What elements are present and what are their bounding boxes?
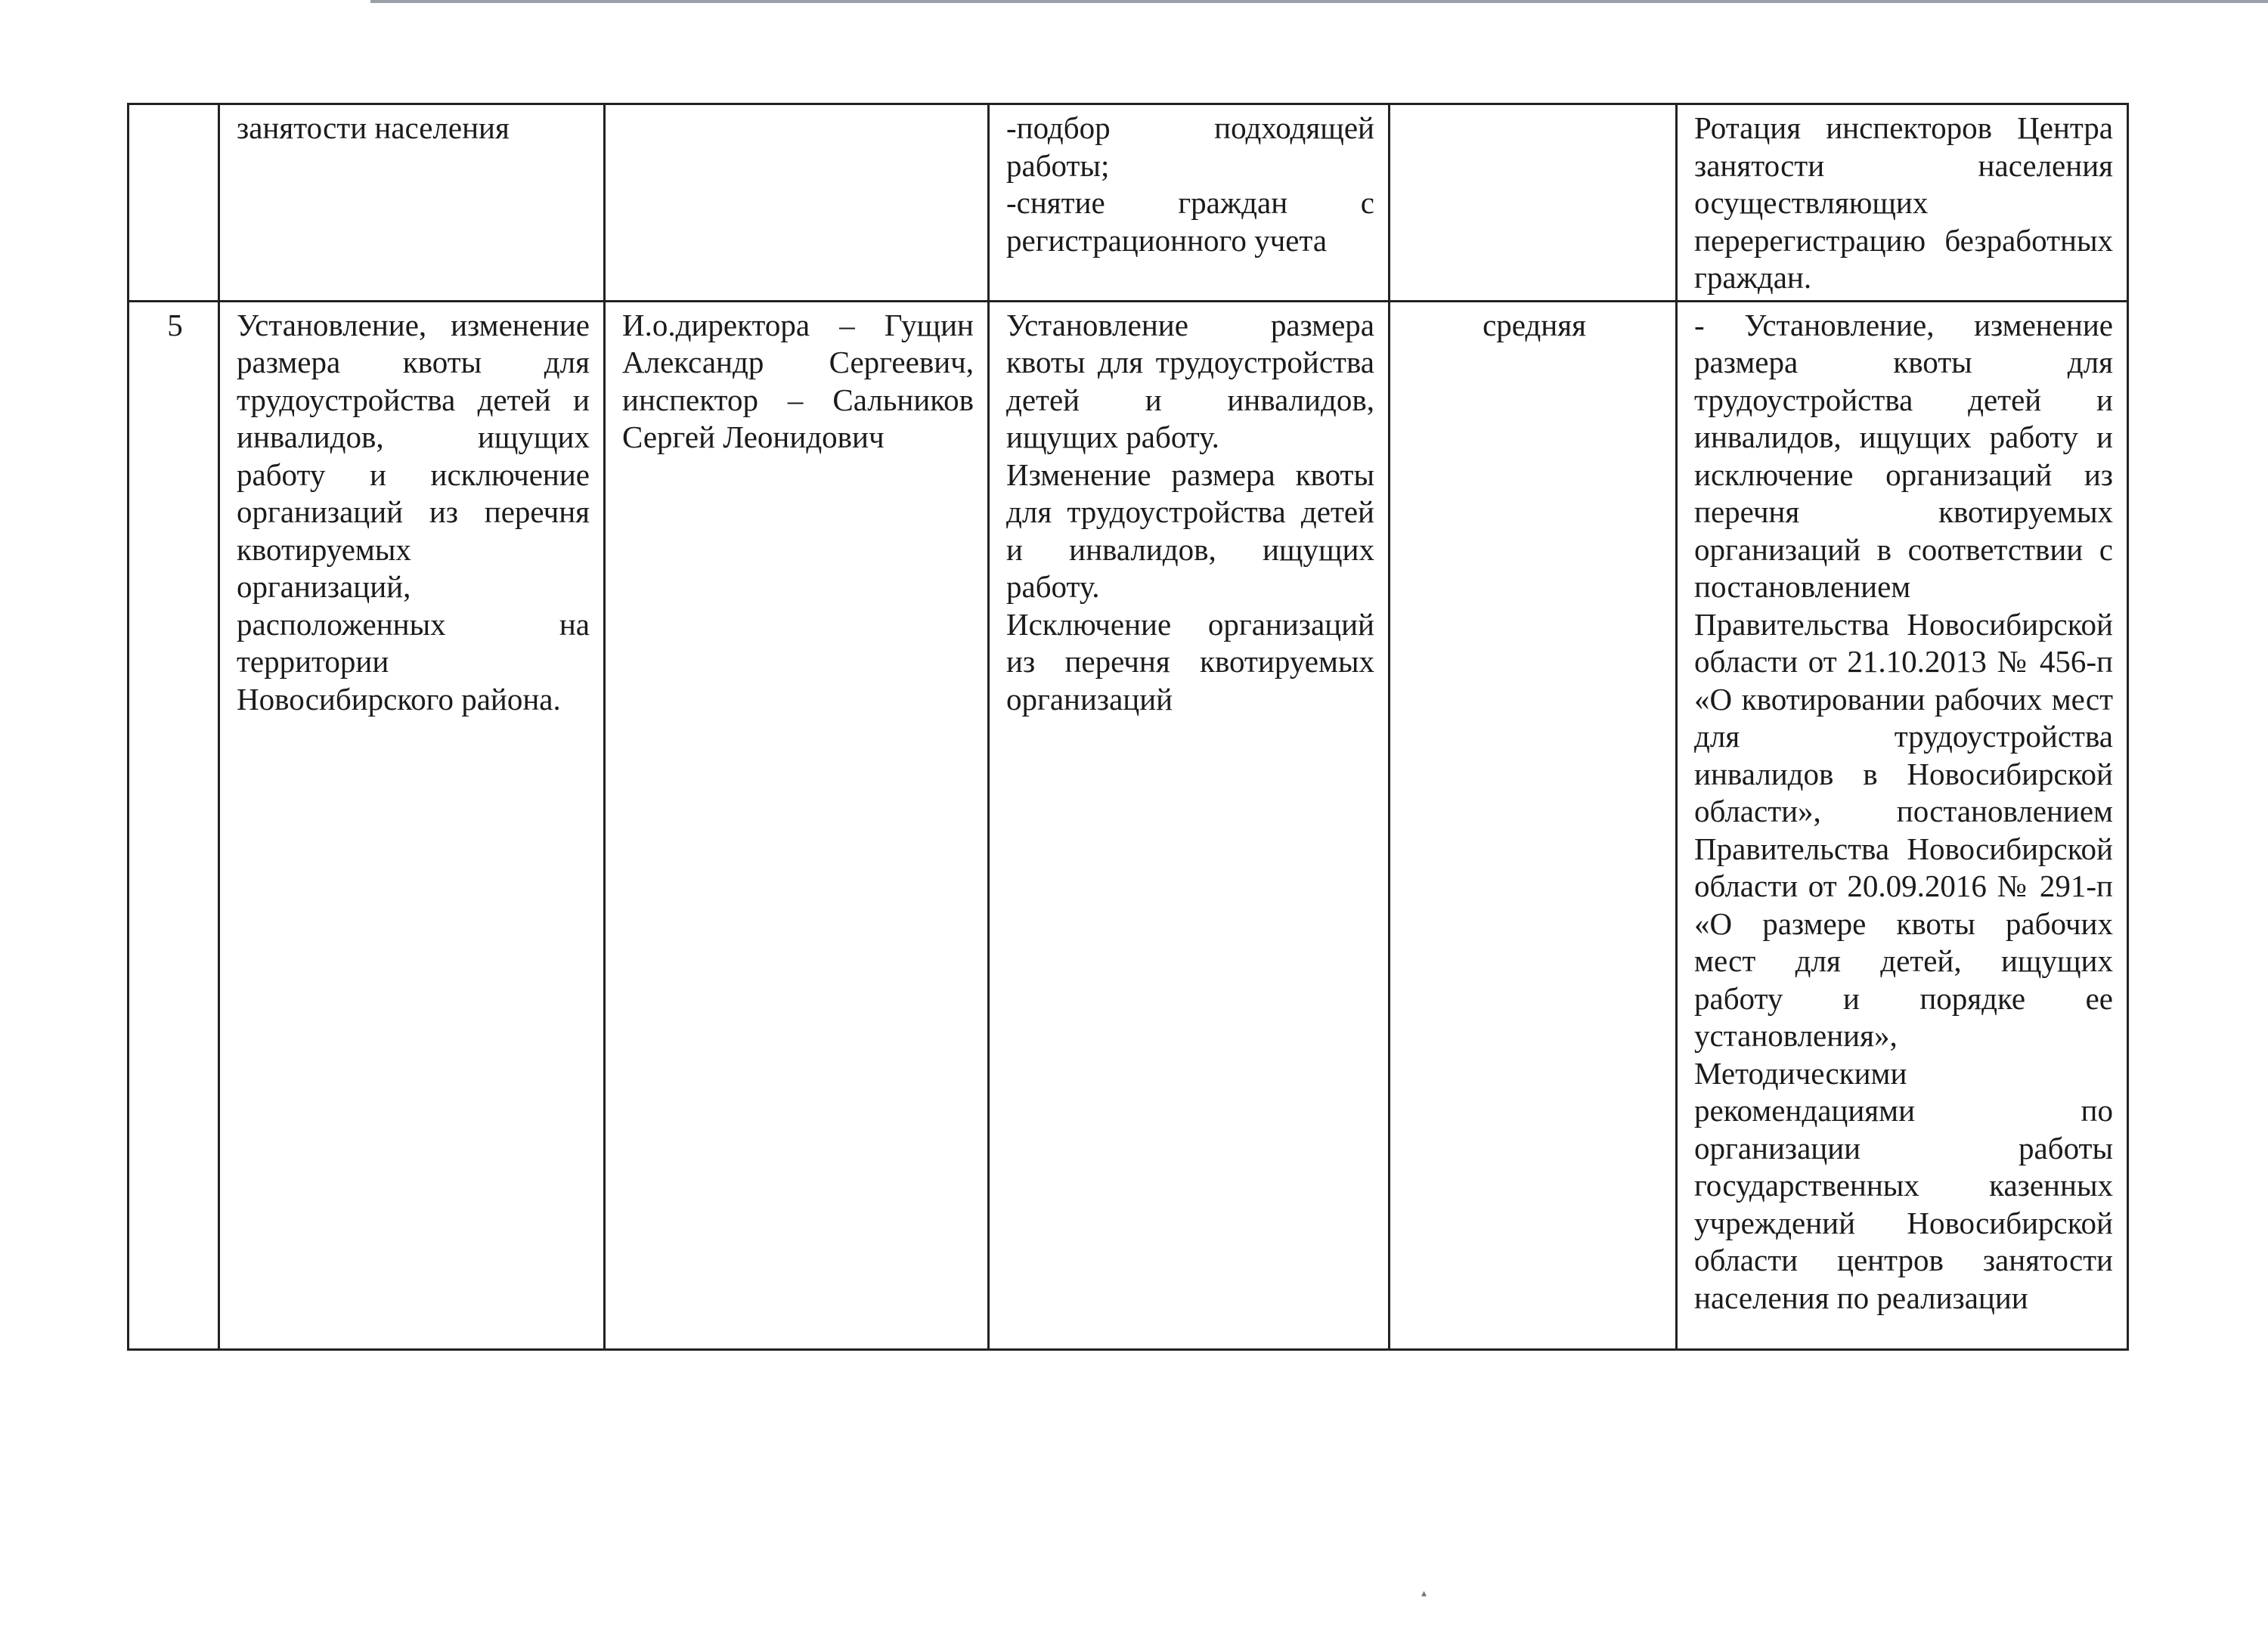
cell-risk — [1390, 104, 1677, 302]
cell-number — [129, 104, 219, 302]
action-item: Исключение организаций из перечня квотируемых организаций — [1006, 606, 1374, 717]
cell-responsible — [605, 104, 989, 302]
cell-measure: занятости населения — [219, 104, 605, 302]
cell-responsible: И.о.директора – Гущин Александр Сергеевич, инспектор – Сальников Сергей Леонидович — [605, 301, 989, 1349]
cell-risk: средняя — [1390, 301, 1677, 1349]
cell-actions — [989, 301, 1390, 1349]
scan-speck: ▴ — [1421, 1587, 1427, 1599]
cell-minimization: Ротация инспекторов Центра занятости населения осуществляющих перерегистрацию безработных граждан. — [1677, 104, 2128, 302]
action-item: Установление размера квоты для трудоустройства детей и инвалидов, ищущих работу. — [1006, 307, 1374, 454]
table-row — [129, 104, 2128, 302]
table-row — [129, 301, 2128, 1349]
cell-actions — [989, 104, 1390, 302]
cell-measure: Установление, изменение размера квоты для трудоустройства детей и инвалидов, ищущих работу и исключение организаций из перечня квотируемых организаций, расположенных на территории Новосибирского района. — [219, 301, 605, 1349]
scan-top-edge — [370, 0, 2268, 3]
action-item: Изменение размера квоты для трудоустройства детей и инвалидов, ищущих работу. — [1006, 457, 1374, 604]
action-item: -подбор подходящей работы; — [1006, 110, 1374, 183]
corruption-risk-table — [127, 103, 2129, 1351]
cell-number: 5 — [129, 301, 219, 1349]
action-item: -снятие граждан с регистрационного учета — [1006, 185, 1374, 258]
cell-minimization: - Установление, изменение размера квоты для трудоустройства детей и инвалидов, ищущих работу и исключение организаций из перечня квотируемых организаций в соответствии с постановлением Правительства Новосибирской области от 21.10.2013 № 456-п «О квотировании рабочих мест для трудоустройства инвалидов в Новосибирской области», постановлением Правительства Новосибирской области от 20.09.2016 № 291-п «О размере квоты рабочих мест для детей, ищущих работу и порядке ее установления», Методическими рекомендациями по организации работы государственных казенных учреждений Новосибирской области центров занятости населения по реализации — [1677, 301, 2128, 1349]
